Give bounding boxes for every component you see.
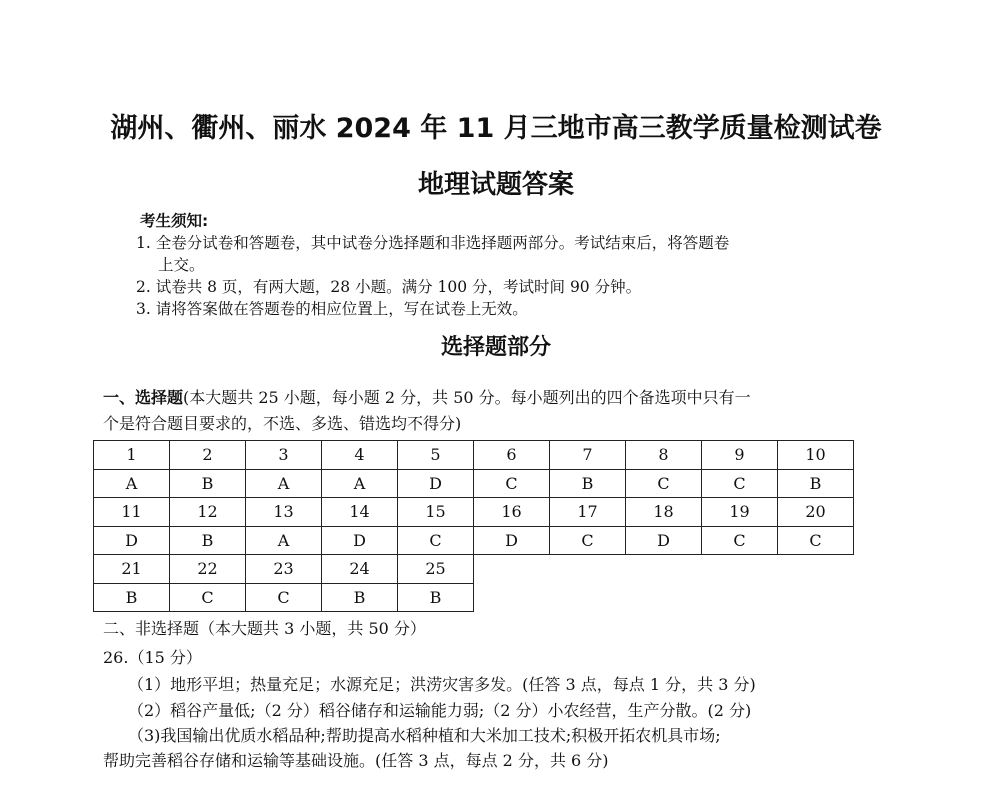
question-26-answer-3: （3)我国输出优质水稻品种;帮助提高水稻种植和大米加工技术;积极开拓农机具市场; — [128, 726, 721, 745]
document-title: 湖州、衢州、丽水 2024 年 11 月三地市高三教学质量检测试卷 — [110, 113, 882, 144]
question-number-cell: 7 — [550, 441, 626, 470]
question-26-answer-1: （1）地形平坦；热量充足；水源充足；洪涝灾害多发。(任答 3 点，每点 1 分，共 3 分) — [128, 675, 756, 694]
answer-cell: D — [474, 526, 550, 555]
answer-cell: A — [246, 469, 322, 498]
answer-table-number-row — [94, 441, 854, 470]
question-number-cell: 13 — [246, 498, 322, 527]
notice-item-1-cont — [136, 254, 856, 276]
answer-table — [93, 440, 854, 612]
notice-item-1: 1. 全卷分试卷和答题卷，其中试卷分选择题和非选择题两部分。考试结束后，将答题卷 — [136, 234, 730, 252]
answer-cell: C — [246, 583, 322, 612]
empty-cell — [702, 583, 778, 612]
question-number-cell: 18 — [626, 498, 702, 527]
answer-cell: B — [550, 469, 626, 498]
question-number-cell: 2 — [170, 441, 246, 470]
notice-heading: 考生须知: — [140, 212, 209, 230]
answer-cell: C — [398, 526, 474, 555]
answer-cell: C — [702, 469, 778, 498]
question-number-cell: 20 — [778, 498, 854, 527]
answer-cell: C — [474, 469, 550, 498]
question-1-text-line1: (本大题共 25 小题，每小题 2 分，共 50 分。每小题列出的四个备选项中只有一 — [183, 388, 751, 407]
section-title-choice: 选择题部分 — [440, 335, 551, 360]
empty-cell — [550, 583, 626, 612]
answer-table-number-row — [94, 498, 854, 527]
empty-cell — [778, 555, 854, 584]
question-number-cell: 19 — [702, 498, 778, 527]
answer-cell: B — [322, 583, 398, 612]
answer-cell: B — [94, 583, 170, 612]
empty-cell — [550, 555, 626, 584]
answer-table-answer-row — [94, 526, 854, 555]
question-number-cell: 23 — [246, 555, 322, 584]
question-number-cell: 12 — [170, 498, 246, 527]
empty-cell — [778, 583, 854, 612]
question-1-label: 一、选择题 — [103, 388, 184, 407]
answer-cell: A — [246, 526, 322, 555]
notice-item-3: 3. 请将答案做在答题卷的相应位置上，写在试卷上无效。 — [136, 300, 528, 318]
answer-cell: B — [778, 469, 854, 498]
answer-cell: D — [398, 469, 474, 498]
question-number-cell: 15 — [398, 498, 474, 527]
answer-table-answer-row — [94, 469, 854, 498]
question-number-cell: 5 — [398, 441, 474, 470]
empty-cell — [626, 583, 702, 612]
answer-table-number-row — [94, 555, 854, 584]
answer-cell: D — [626, 526, 702, 555]
question-number-cell: 9 — [702, 441, 778, 470]
question-number-cell: 22 — [170, 555, 246, 584]
question-26-answer-2: （2）稻谷产量低;（2 分）稻谷储存和运输能力弱;（2 分）小农经营，生产分散。(2 分) — [128, 701, 752, 720]
answer-cell: C — [170, 583, 246, 612]
section-title-nonchoice: 二、非选择题（本大题共 3 小题，共 50 分） — [103, 619, 426, 638]
question-number-cell: 17 — [550, 498, 626, 527]
notice-item-1-continuation: 上交。 — [158, 256, 205, 274]
question-number-cell: 24 — [322, 555, 398, 584]
question-number-cell: 3 — [246, 441, 322, 470]
answer-cell: B — [170, 469, 246, 498]
question-1-text-line2: 个是符合题目要求的，不选、多选、错选均不得分) — [103, 414, 462, 433]
answer-cell: B — [170, 526, 246, 555]
empty-cell — [626, 555, 702, 584]
answer-cell: A — [94, 469, 170, 498]
answer-table-answer-row — [94, 583, 854, 612]
answer-cell: D — [94, 526, 170, 555]
empty-cell — [474, 583, 550, 612]
exam-notice — [136, 210, 856, 320]
question-number-cell: 10 — [778, 441, 854, 470]
answer-cell: C — [626, 469, 702, 498]
empty-cell — [474, 555, 550, 584]
question-number-cell: 8 — [626, 441, 702, 470]
question-number-cell: 11 — [94, 498, 170, 527]
answer-cell: C — [778, 526, 854, 555]
question-number-cell: 21 — [94, 555, 170, 584]
question-number-cell: 14 — [322, 498, 398, 527]
answer-cell: A — [322, 469, 398, 498]
answer-cell: B — [398, 583, 474, 612]
answer-cell: C — [702, 526, 778, 555]
document-subtitle: 地理试题答案 — [417, 170, 574, 200]
question-number-cell: 1 — [94, 441, 170, 470]
question-26-heading: 26.（15 分） — [103, 648, 202, 667]
answer-cell: C — [550, 526, 626, 555]
notice-item-2: 2. 试卷共 8 页，有两大题，28 小题。满分 100 分，考试时间 90 分钟。 — [136, 278, 642, 296]
question-number-cell: 16 — [474, 498, 550, 527]
question-number-cell: 4 — [322, 441, 398, 470]
question-number-cell: 25 — [398, 555, 474, 584]
question-26-answer-3-cont: 帮助完善稻谷存储和运输等基础设施。(任答 3 点，每点 2 分，共 6 分) — [103, 751, 609, 770]
question-1-instructions — [103, 385, 863, 437]
answer-cell: D — [322, 526, 398, 555]
question-number-cell: 6 — [474, 441, 550, 470]
empty-cell — [702, 555, 778, 584]
